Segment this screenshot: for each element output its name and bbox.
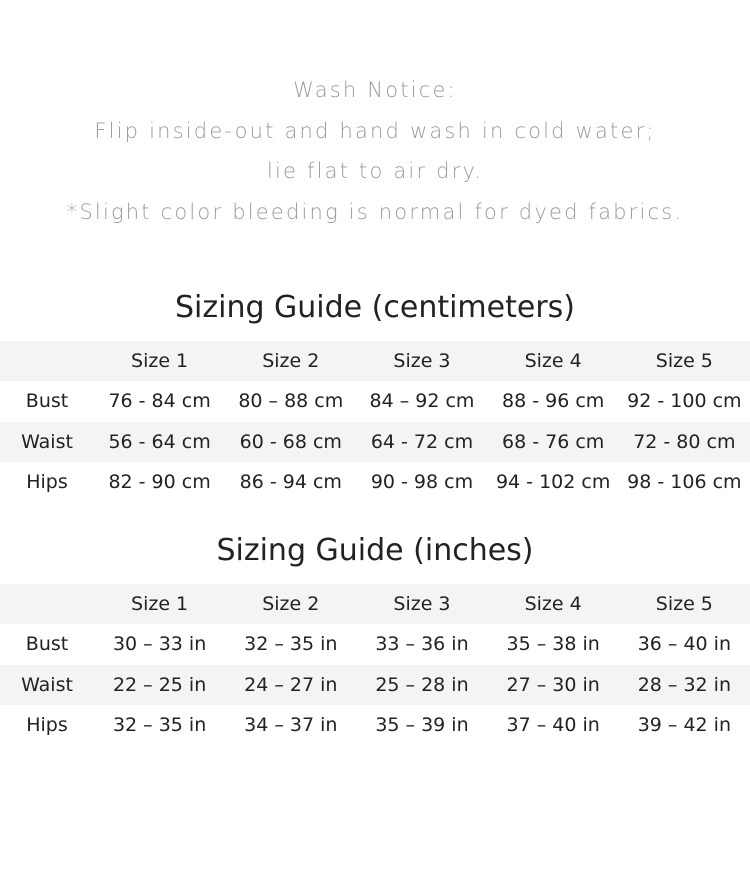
- wash-notice-disclaimer: *Slight color bleeding is normal for dyed fabrics.: [66, 199, 684, 224]
- wash-notice-heading: Wash Notice:: [293, 78, 457, 102]
- table-cell: 32 – 35 in: [244, 633, 338, 656]
- table-cell: 76 - 84 cm: [108, 390, 211, 413]
- row-label: Hips: [26, 714, 68, 737]
- table-row-waist: [0, 422, 750, 462]
- table-cell: 35 – 38 in: [506, 633, 600, 656]
- column-header: Size 4: [524, 593, 582, 616]
- column-header: Size 1: [131, 350, 189, 373]
- column-header: Size 1: [131, 593, 189, 616]
- table-cell: 80 – 88 cm: [238, 390, 344, 413]
- table-row-hips: [0, 462, 750, 502]
- table-cell: 84 – 92 cm: [369, 390, 475, 413]
- table-cell: 30 – 33 in: [112, 633, 207, 656]
- table-cell: 32 – 35 in: [112, 714, 207, 737]
- table-row-bust: [0, 624, 750, 664]
- row-label: Bust: [25, 633, 69, 656]
- table-cell: 37 – 40 in: [506, 714, 600, 737]
- table-header-row: [0, 341, 750, 381]
- table-row-hips: [0, 705, 750, 745]
- table-cell: 39 – 42 in: [637, 714, 731, 737]
- wash-notice-instruction: Flip inside-out and hand wash in cold water;: [94, 118, 656, 143]
- inch-guide-title: Sizing Guide (inches): [216, 533, 534, 568]
- table-cell: 98 - 106 cm: [627, 471, 742, 494]
- table-cell: 72 - 80 cm: [633, 430, 736, 453]
- column-header: Size 3: [393, 350, 451, 373]
- table-cell: 22 – 25 in: [112, 673, 207, 696]
- wash-notice: [0, 70, 750, 232]
- table-cell: 24 – 27 in: [244, 673, 338, 696]
- table-cell: 60 - 68 cm: [239, 430, 342, 453]
- table-cell: 34 – 37 in: [244, 714, 338, 737]
- column-header: Size 2: [262, 593, 320, 616]
- table-cell: 27 – 30 in: [506, 673, 600, 696]
- table-row-waist: [0, 665, 750, 705]
- row-label: Waist: [21, 430, 73, 453]
- column-header: Size 4: [524, 350, 582, 373]
- table-cell: 56 - 64 cm: [108, 430, 211, 453]
- table-cell: 90 - 98 cm: [370, 471, 474, 494]
- table-cell: 35 – 39 in: [375, 714, 469, 737]
- table-cell: 25 – 28 in: [375, 673, 469, 696]
- row-label: Bust: [25, 390, 69, 413]
- table-header-row: [0, 584, 750, 624]
- cm-guide-title: Sizing Guide (centimeters): [174, 290, 576, 325]
- table-cell: 28 – 32 in: [637, 673, 731, 696]
- table-cell: 94 - 102 cm: [495, 471, 611, 494]
- wash-notice-instruction-cont: lie flat to air dry.: [266, 159, 484, 183]
- table-cell: 36 – 40 in: [637, 633, 731, 656]
- table-cell: 33 – 36 in: [375, 633, 469, 656]
- table-cell: 82 - 90 cm: [108, 471, 211, 494]
- column-header: Size 5: [655, 593, 713, 616]
- column-header: Size 2: [262, 350, 320, 373]
- column-header: Size 5: [655, 350, 713, 373]
- table-row-bust: [0, 381, 750, 421]
- inch-size-table: [0, 584, 750, 745]
- table-cell: 64 - 72 cm: [370, 430, 474, 453]
- table-cell: 68 - 76 cm: [502, 430, 605, 453]
- table-cell: 92 - 100 cm: [627, 390, 742, 413]
- table-cell: 86 - 94 cm: [239, 471, 342, 494]
- row-label: Waist: [21, 673, 73, 696]
- row-label: Hips: [26, 471, 68, 494]
- cm-size-table: [0, 341, 750, 502]
- table-cell: 88 - 96 cm: [502, 390, 605, 413]
- column-header: Size 3: [393, 593, 451, 616]
